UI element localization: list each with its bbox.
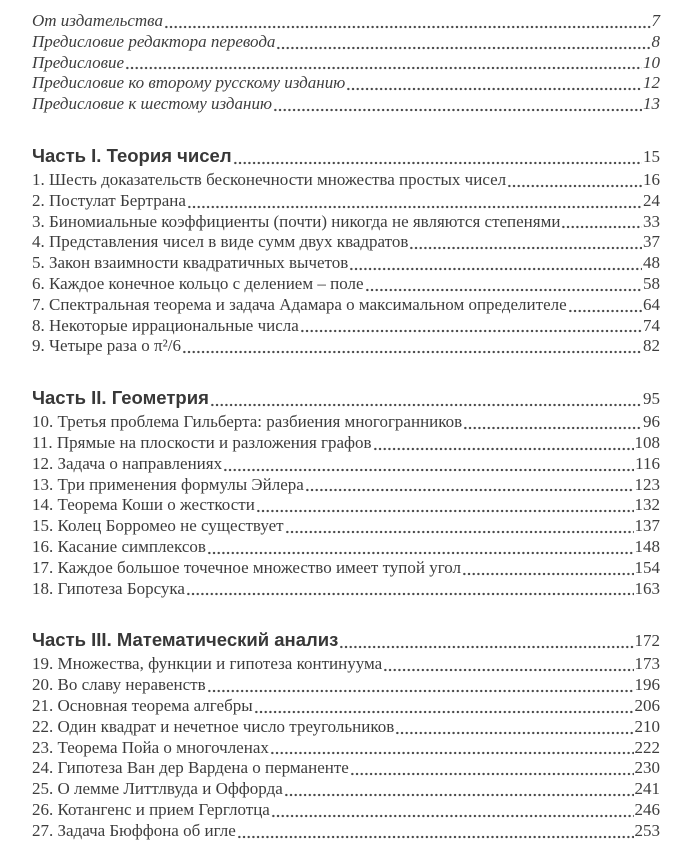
chapter-entry-title: 14. Теорема Коши о жесткости [32, 495, 255, 515]
chapter-entry-page: 137 [634, 516, 660, 536]
chapter-entry-page: 82 [643, 336, 660, 356]
front-matter-entry-title: Предисловие к шестому изданию [32, 94, 272, 114]
front-matter-entry-page: 13 [643, 94, 660, 114]
chapter-entry[interactable] [32, 558, 660, 579]
parts-container [32, 144, 660, 842]
chapter-entry-page: 196 [634, 675, 660, 695]
dot-leader [463, 412, 642, 433]
dot-leader [373, 433, 634, 454]
dot-leader [409, 232, 642, 253]
dot-leader [125, 53, 642, 74]
part-header-entry-page: 15 [643, 146, 660, 166]
part-section-2 [32, 386, 660, 599]
front-matter-entry-title: Предисловие редактора перевода [32, 31, 276, 51]
dot-leader [182, 336, 642, 357]
chapter-entry-page: 148 [634, 536, 660, 556]
chapter-entry-page: 222 [634, 737, 660, 757]
front-matter-entry[interactable] [32, 53, 660, 74]
dot-leader [233, 144, 642, 168]
front-matter-entry[interactable] [32, 32, 660, 53]
chapter-entry-page: 108 [634, 432, 660, 452]
dot-leader [285, 516, 634, 537]
dot-leader [223, 454, 634, 475]
dot-leader [237, 821, 634, 842]
chapter-entry-title: 21. Основная теорема алгебры [32, 695, 253, 715]
chapter-entry-title: 24. Гипотеза Ван дер Вардена о перманенте [32, 758, 349, 778]
chapter-entry-page: 48 [643, 253, 660, 273]
dot-leader [254, 696, 634, 717]
chapter-entry-page: 163 [634, 578, 660, 598]
chapter-entry[interactable] [32, 454, 660, 475]
dot-leader [507, 170, 642, 191]
dot-leader [300, 316, 642, 337]
front-matter-entry[interactable] [32, 94, 660, 115]
front-matter-entry-page: 12 [643, 73, 660, 93]
chapter-entry[interactable] [32, 433, 660, 454]
chapter-entry-page: 210 [634, 716, 660, 736]
front-matter-section [32, 11, 660, 115]
chapter-entry-page: 132 [634, 495, 660, 515]
chapter-entry[interactable] [32, 654, 660, 675]
dot-leader [383, 654, 633, 675]
chapter-entry-title: 4. Представления чисел в виде сумм двух квадратов [32, 232, 409, 252]
chapter-entry[interactable] [32, 696, 660, 717]
chapter-entry-title: 12. Задача о направлениях [32, 453, 223, 473]
part-header-entry[interactable] [32, 144, 660, 168]
chapter-entry-page: 24 [643, 190, 660, 210]
chapter-entry-title: 27. Задача Бюффона об игле [32, 820, 236, 840]
front-matter-entry-title: От издательства [32, 11, 163, 30]
chapter-entry-page: 246 [634, 799, 660, 819]
chapter-entry[interactable] [32, 295, 660, 316]
dot-leader [284, 779, 634, 800]
chapter-entry-page: 96 [643, 412, 660, 432]
front-matter-entry-title: Предисловие [32, 52, 125, 72]
dot-leader [305, 475, 634, 496]
dot-leader [561, 212, 642, 233]
chapter-entry[interactable] [32, 516, 660, 537]
part-header-entry[interactable] [32, 628, 660, 652]
chapter-entry[interactable] [32, 537, 660, 558]
chapter-entry[interactable] [32, 675, 660, 696]
chapter-entry[interactable] [32, 821, 660, 842]
chapter-entry-title: 17. Каждое большое точечное множество имеет тупой угол [32, 557, 462, 577]
chapter-entry-title: 2. Постулат Бертрана [32, 190, 186, 210]
chapter-entry[interactable] [32, 579, 660, 600]
chapter-entry[interactable] [32, 475, 660, 496]
dot-leader [276, 32, 650, 53]
chapter-entry-page: 74 [643, 315, 660, 335]
part-header-entry-title: Часть II. Геометрия [32, 387, 209, 409]
dot-leader [271, 800, 634, 821]
chapter-entry-title: 3. Биномиальные коэффициенты (почти) никогда не являются степенями [32, 211, 561, 231]
chapter-entry[interactable] [32, 412, 660, 433]
dot-leader [256, 495, 634, 516]
chapter-entry-title: 6. Каждое конечное кольцо с делением – поле [32, 273, 364, 293]
chapter-entry-page: 16 [643, 169, 660, 189]
dot-leader [187, 191, 642, 212]
chapter-entry[interactable] [32, 212, 660, 233]
chapter-entry-page: 37 [643, 232, 660, 252]
chapter-entry-title: 10. Третья проблема Гильберта: разбиения многогранников [32, 412, 463, 432]
chapter-entry-title: 13. Три применения формулы Эйлера [32, 474, 304, 494]
chapter-entry-title: 18. Гипотеза Борсука [32, 578, 185, 598]
front-matter-entry-page: 8 [651, 31, 660, 51]
dot-leader [349, 253, 642, 274]
chapter-entry[interactable] [32, 232, 660, 253]
chapter-entry-page: 123 [634, 474, 660, 494]
chapter-entry-page: 241 [634, 779, 660, 799]
chapter-entry-page: 154 [634, 557, 660, 577]
front-matter-entry-title: Предисловие ко второму русскому изданию [32, 73, 346, 93]
chapter-entry[interactable] [32, 717, 660, 738]
chapter-entry-title: 15. Колец Борромео не существует [32, 516, 284, 536]
dot-leader [164, 11, 651, 32]
dot-leader [207, 675, 634, 696]
chapter-entry-title: 16. Касание симплексов [32, 536, 206, 556]
chapter-entry-title: 7. Спектральная теорема и задача Адамара о максимальном определителе [32, 294, 567, 314]
chapter-entry[interactable] [32, 274, 660, 295]
chapter-entry-title: 1. Шесть доказательств бесконечности множества простых чисел [32, 169, 507, 189]
chapter-entry-title: 8. Некоторые иррациональные числа [32, 315, 299, 335]
chapter-entry[interactable] [32, 779, 660, 800]
part-header-entry[interactable] [32, 386, 660, 410]
chapter-entry-title: 22. Один квадрат и нечетное число треугольников [32, 716, 395, 736]
dot-leader [210, 386, 642, 410]
chapter-entry-title: 20. Во славу неравенств [32, 675, 206, 695]
chapter-entry-page: 33 [643, 211, 660, 231]
dot-leader [568, 295, 642, 316]
chapter-entry[interactable] [32, 191, 660, 212]
dot-leader [350, 758, 634, 779]
chapter-entry-page: 58 [643, 273, 660, 293]
chapter-entry-title: 25. О лемме Литтлвуда и Оффорда [32, 779, 283, 799]
part-section-1 [32, 144, 660, 357]
dot-leader [462, 558, 633, 579]
dot-leader [365, 274, 643, 295]
chapter-entry[interactable] [32, 758, 660, 779]
chapter-entry[interactable] [32, 800, 660, 821]
chapter-entry-page: 173 [634, 654, 660, 674]
chapter-entry-title: 23. Теорема Пойа о многочленах [32, 737, 269, 757]
front-matter-entry-page: 7 [651, 11, 660, 30]
chapter-entry-title: 9. Четыре раза о π²/6 [32, 336, 181, 356]
chapter-entry[interactable] [32, 738, 660, 759]
chapter-entry-page: 230 [634, 758, 660, 778]
dot-leader [186, 579, 634, 600]
part-header-entry-title: Часть I. Теория чисел [32, 144, 232, 166]
dot-leader [395, 717, 633, 738]
chapter-entry[interactable] [32, 495, 660, 516]
front-matter-entry-page: 10 [643, 52, 660, 72]
front-matter-entry[interactable] [32, 11, 660, 32]
part-header-entry-title: Часть III. Математический анализ [32, 629, 339, 651]
dot-leader [346, 73, 642, 94]
chapter-entry-title: 26. Котангенс и прием Герглотца [32, 799, 270, 819]
chapter-entry-title: 19. Множества, функции и гипотеза континуума [32, 654, 383, 674]
chapter-entry-page: 64 [643, 294, 660, 314]
chapter-entry-page: 116 [635, 453, 660, 473]
chapter-entry-title: 11. Прямые на плоскости и разложения графов [32, 432, 372, 452]
part-section-3 [32, 628, 660, 841]
chapter-entry-title: 5. Закон взаимности квадратичных вычетов [32, 253, 349, 273]
chapter-entry-page: 206 [634, 695, 660, 715]
dot-leader [273, 94, 642, 115]
dot-leader [270, 738, 634, 759]
chapter-entry-page: 253 [634, 820, 660, 840]
dot-leader [207, 537, 634, 558]
dot-leader [339, 628, 633, 652]
part-header-entry-page: 172 [634, 631, 660, 651]
front-matter-entry[interactable] [32, 73, 660, 94]
chapter-entry[interactable] [32, 336, 660, 357]
part-header-entry-page: 95 [643, 389, 660, 409]
chapter-entry[interactable] [32, 170, 660, 191]
chapter-entry[interactable] [32, 316, 660, 337]
chapter-entry[interactable] [32, 253, 660, 274]
